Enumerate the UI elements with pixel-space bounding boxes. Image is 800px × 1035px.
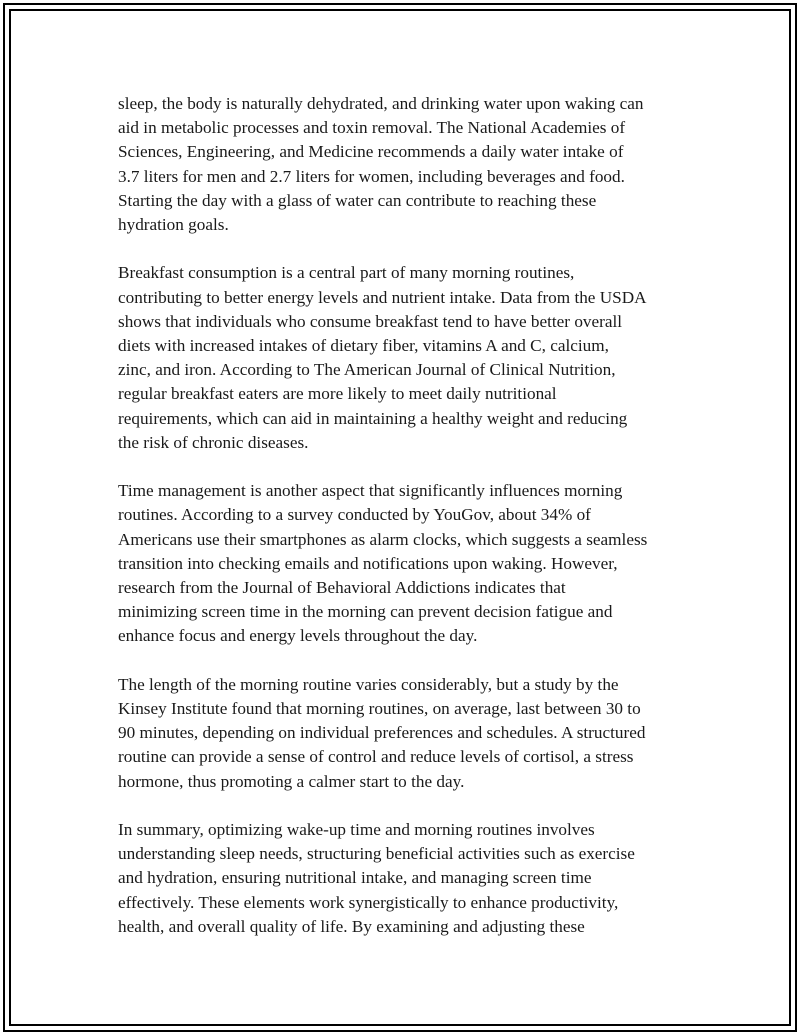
- paragraph-summary: In summary, optimizing wake-up time and morning routines involves understanding sleep needs, structuring beneficial activities such as exercise and hydration, ensuring nutritional intake, and managing screen time effectively. These elements work synergistically to enhance productivity, health, and overall quality of life. By examining and adjusting these: [118, 820, 635, 936]
- paragraph-hydration: sleep, the body is naturally dehydrated, and drinking water upon waking can aid in metabolic processes and toxin removal. The National Academies of Sciences, Engineering, and Medicine recommends a daily water intake of 3.7 liters for men and 2.7 liters for women, including beverages and food. Starting the day with a glass of water can contribute to reaching these hydration goals.: [118, 94, 644, 235]
- paragraph-breakfast: Breakfast consumption is a central part of many morning routines, contributing to better energy levels and nutrient intake. Data from the USDA shows that individuals who consume breakfast tend to have better overall diets with increased intakes of dietary fiber, vitamins A and C, calcium, zinc, and iron. According to The American Journal of Clinical Nutrition, regular breakfast eaters are more likely to meet daily nutritional requirements, which can aid in maintaining a healthy weight and reducing the risk of chronic diseases.: [118, 263, 647, 452]
- document-body: [118, 92, 693, 963]
- paragraph-time-management: Time management is another aspect that significantly influences morning routines. According to a survey conducted by YouGov, about 34% of Americans use their smartphones as alarm clocks, which suggests a seamless transition into checking emails and notifications upon waking. However, research from the Journal of Behavioral Addictions indicates that minimizing screen time in the morning can prevent decision fatigue and enhance focus and energy levels throughout the day.: [118, 481, 648, 646]
- paragraph-routine-length: The length of the morning routine varies considerably, but a study by the Kinsey Institute found that morning routines, on average, last between 30 to 90 minutes, depending on individual preferences and schedules. A structured routine can provide a sense of control and reduce levels of cortisol, a stress hormone, thus promoting a calmer start to the day.: [118, 674, 646, 791]
